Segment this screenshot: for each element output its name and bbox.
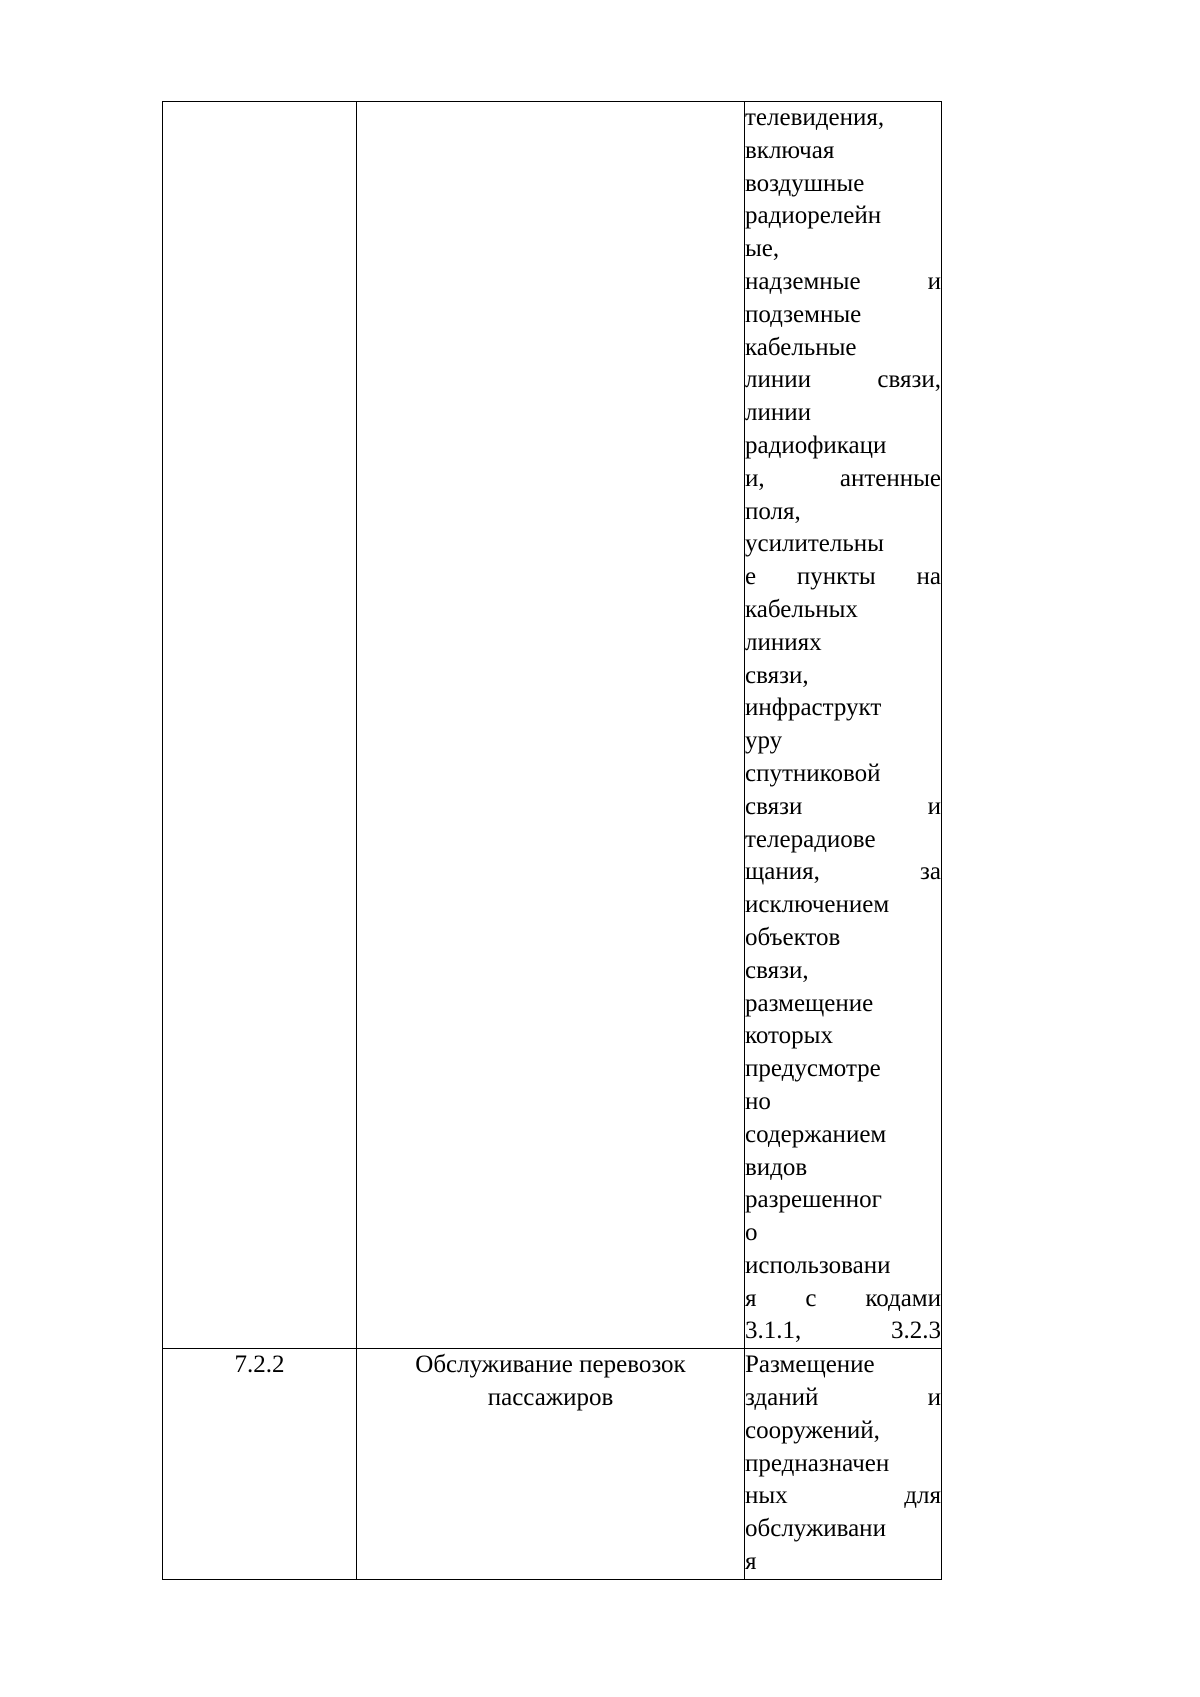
description-line: предназначен xyxy=(745,1449,890,1477)
description-line: использовани xyxy=(745,1251,891,1279)
description-line: радиофикаци xyxy=(745,431,887,459)
description-line: надземные и xyxy=(745,267,941,295)
description-line: но xyxy=(745,1087,771,1115)
description-line: и, антенные xyxy=(745,464,941,492)
description-line: предусмотре xyxy=(745,1055,881,1083)
description-line: ые, xyxy=(745,235,780,263)
description-line: обслуживани xyxy=(745,1515,886,1543)
description-line: линии связи, xyxy=(745,366,941,394)
table-row xyxy=(163,1349,942,1580)
description-line: поля, xyxy=(745,497,801,525)
description-line: я xyxy=(745,1548,757,1576)
description-line: исключением xyxy=(745,891,890,919)
description-line: радиорелейн xyxy=(745,202,882,230)
description-line: кабельных xyxy=(745,595,858,623)
description-line: усилительны xyxy=(745,530,884,558)
description-line: ных для xyxy=(745,1482,941,1510)
description-line: кабельные xyxy=(745,333,857,361)
code-cell: 7.2.2 xyxy=(163,1349,357,1580)
land-use-table xyxy=(162,101,942,1580)
code-cell xyxy=(163,102,357,1349)
description-line: телерадиове xyxy=(745,825,876,853)
description-line: содержанием xyxy=(745,1120,887,1148)
description-line: размещение xyxy=(745,989,874,1017)
description-text xyxy=(745,1349,941,1579)
description-line: включая xyxy=(745,136,835,164)
description-line: связи, xyxy=(745,956,809,984)
description-line: спутниковой xyxy=(745,759,881,787)
description-line: уру xyxy=(745,727,783,755)
description-line: объектов xyxy=(745,923,841,951)
table-row xyxy=(163,102,942,1349)
description-cell xyxy=(745,1349,942,1580)
description-line: связи и xyxy=(745,792,941,820)
description-line: 3.1.1, 3.2.3 xyxy=(745,1317,941,1345)
description-line: о xyxy=(745,1219,758,1247)
description-line: которых xyxy=(745,1022,833,1050)
description-cell xyxy=(745,102,942,1349)
name-cell: Обслуживание перевозок пассажиров xyxy=(357,1349,745,1580)
description-line: телевидения, xyxy=(745,104,885,131)
description-line: сооружений, xyxy=(745,1416,880,1444)
description-line: видов xyxy=(745,1153,808,1181)
description-line: линиях xyxy=(745,628,822,656)
description-line: Размещение xyxy=(745,1351,875,1379)
description-line: щания, за xyxy=(745,858,941,886)
description-line: подземные xyxy=(745,300,862,328)
description-line: связи, xyxy=(745,661,809,689)
description-line: зданий и xyxy=(745,1384,941,1412)
name-cell xyxy=(357,102,745,1349)
description-line: воздушные xyxy=(745,169,865,197)
description-line: е пункты на xyxy=(745,563,941,591)
description-line: разрешенног xyxy=(745,1186,882,1214)
description-line: инфраструкт xyxy=(745,694,882,722)
description-line: я с кодами xyxy=(745,1284,941,1312)
description-line: линии xyxy=(745,399,811,427)
description-text xyxy=(745,102,941,1348)
